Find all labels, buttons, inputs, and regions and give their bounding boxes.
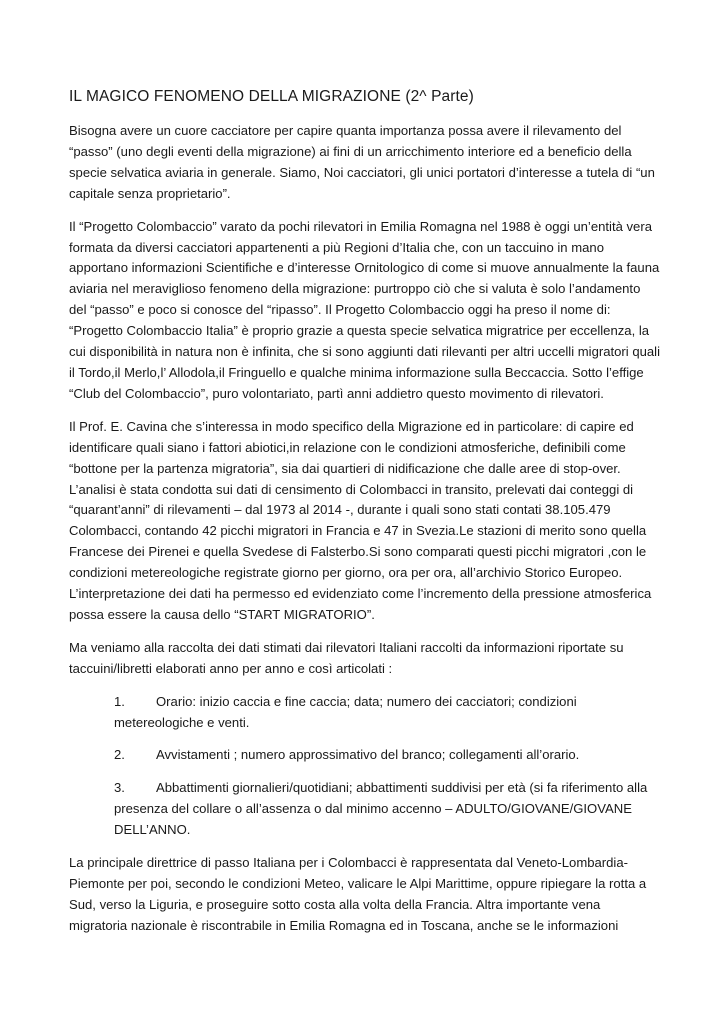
paragraph-prof-cavina: Il Prof. E. Cavina che s’interessa in modo specifico della Migrazione ed in particolare: di capire ed identificare quali siano i fattori abiotici,in relazione con le condizioni atmosferiche, definibili come “bottone per la partenza migratoria”, sia dai quartieri di nidificazione che dalle aree di stop-over. L’analisi è stata condotta sui dati di censimento di Colombacci in transito, prelevati dai conteggi di “quarant’anni” di rilevamenti – dal 1973 al 2014 -, durante i quali sono stati contati 38.105.479 Colombacci, contando 42 picchi migratori in Francia e 47 in Svezia.Le stazioni di merito sono quella Francese dei Pirenei e quella Svedese di Falsterbo.Si sono comparati questi picchi migratori ,con le condizioni metereologiche registrate giorno per giorno, ora per ora, all’archivio Storico Europeo. L’interpretazione dei dati ha permesso ed evidenziato come l’incremento della pressione atmosferica possa essere la causa dello “START MIGRATORIO”. — [69, 418, 652, 622]
list-item — [69, 692, 661, 734]
paragraph-raccolta-dati: Ma veniamo alla raccolta dei dati stimati dai rilevatori Italiani raccolti da informazioni riportate su taccuini/libretti elaborati anno per anno e così articolati : — [69, 639, 624, 676]
list-item-text: Avvistamenti ; numero approssimativo del branco; collegamenti all’orario. — [156, 747, 580, 763]
paragraph-intro: Bisogna avere un cuore cacciatore per capire quanta importanza possa avere il rilevamento del “passo” (uno degli eventi della migrazione) ai fini di un arricchimento interiore ed a beneficio della specie selvatica aviaria in generale. Siamo, Noi cacciatori, gli unici portatori d’interesse a tutela di “un capitale senza proprietario”. — [69, 123, 655, 201]
list-item-text: Orario: inizio caccia e fine caccia; data; numero dei cacciatori; condizioni metereologiche e venti. — [114, 693, 577, 730]
list-item-text: Abbattimenti giornalieri/quotidiani; abbattimenti suddivisi per età (si fa riferimento alla presenza del collare o all’assenza o dal minimo accenno – ADULTO/GIOVANE/GIOVANE DELL’ANNO. — [114, 780, 648, 838]
page-title: IL MAGICO FENOMENO DELLA MIGRAZIONE (2^ Parte) — [69, 88, 474, 105]
list-item-number: 3. — [114, 780, 125, 796]
list-item-number: 1. — [114, 693, 125, 709]
paragraph-direttrice-passo: La principale direttrice di passo Italiana per i Colombacci è rappresentata dal Veneto-Lombardia-Piemonte per poi, secondo le condizioni Meteo, valicare le Alpi Marittime, oppure ripiegare la rotta a Sud, verso la Liguria, e proseguire sotto costa alla volta della Francia. Altra importante vena migratoria nazionale è riscontrabile in Emilia Romagna ed in Toscana, anche se le informazioni — [69, 855, 647, 933]
paragraph-progetto-colombaccio: Il “Progetto Colombaccio” varato da pochi rilevatori in Emilia Romagna nel 1988 è oggi un’entità vera formata da diversi cacciatori appartenenti a più Regioni d’Italia che, con un taccuino in mano apportano informazioni Scientifiche e d’interesse Ornitologico di come si muove annualmente la fauna aviaria nel meraviglioso fenomeno della migrazione: purtroppo ciò che si valuta è solo l’andamento del “passo” e poco si conosce del “ripasso”. Il Progetto Colombaccio oggi ha preso il nome di: “Progetto Colombaccio Italia” è proprio grazie a questa specie selvatica migratrice per eccellenza, la cui disponibilità in natura non è infinita, che si sono aggiunti dati rilevanti per altri uccelli migratori quali il Tordo,il Merlo,l’ Allodola,il Fringuello e qualche minima informazione sulla Beccaccia. Sotto l’effige “Club del Colombaccio”, puro volontariato, partì anni addietro questo movimento di rilevatori. — [69, 218, 660, 401]
numbered-list — [69, 692, 661, 841]
list-item-number: 2. — [114, 747, 125, 763]
list-item — [69, 745, 661, 766]
list-item — [69, 778, 661, 841]
